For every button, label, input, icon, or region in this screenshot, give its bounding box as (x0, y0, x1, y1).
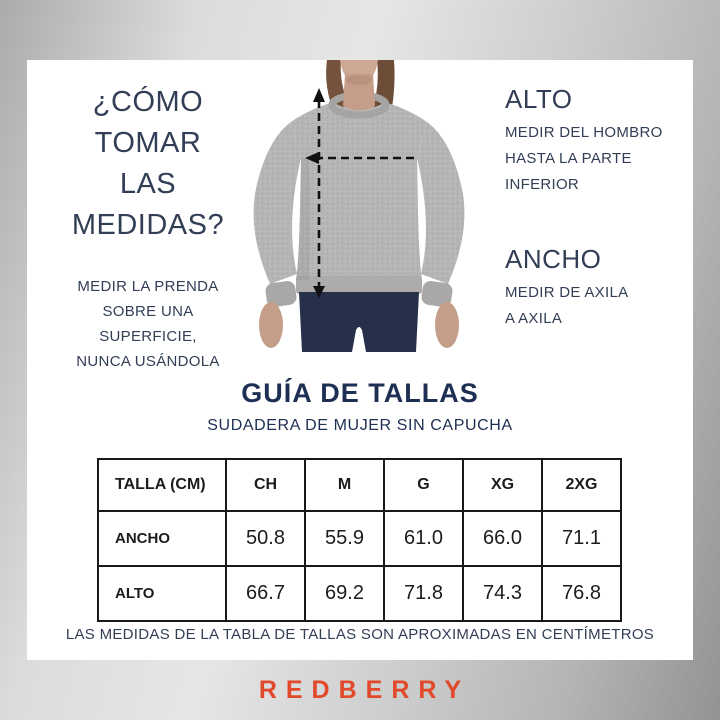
value-alto-2xg: 76.8 (542, 566, 621, 621)
alto-label: ALTO (505, 84, 573, 114)
size-chart-table (97, 458, 622, 622)
size-chart-title: GUÍA DE TALLAS (241, 378, 479, 408)
value-alto-m: 69.2 (305, 566, 384, 621)
sweatshirt-shape (254, 102, 465, 294)
table-row-alto (98, 566, 621, 621)
size-chart-header-row (98, 459, 621, 511)
row-label-ancho: ANCHO (98, 511, 226, 566)
column-header-m: M (305, 459, 384, 511)
how-to-measure-title-line1: ¿CÓMO TOMAR (92, 86, 204, 159)
table-row-ancho (98, 511, 621, 566)
left-sleeve-shape (254, 122, 301, 284)
how-to-measure-title-line2: LAS MEDIDAS? (71, 168, 225, 241)
value-alto-g: 71.8 (384, 566, 463, 621)
model-figure-illustration (239, 60, 479, 352)
value-ancho-m: 55.9 (305, 511, 384, 566)
neck-shape (340, 60, 378, 111)
size-chart-subtitle: SUDADERA DE MUJER SIN CAPUCHA (207, 417, 513, 434)
ancho-description-line: A AXILA (505, 310, 563, 327)
alto-definition (505, 82, 683, 198)
right-sleeve-shape (417, 122, 464, 284)
ancho-definition (505, 242, 628, 332)
ancho-label: ANCHO (505, 244, 602, 274)
alto-description-line: HASTA LA PARTE (505, 150, 632, 167)
size-guide-card (27, 60, 693, 660)
row-label-alto: ALTO (98, 566, 226, 621)
value-alto-xg: 74.3 (463, 566, 542, 621)
brand-logo: REDBERRY (258, 675, 471, 704)
instruction-line: SOBRE UNA (102, 303, 194, 320)
column-header-2xg: 2XG (542, 459, 621, 511)
value-ancho-xg: 66.0 (463, 511, 542, 566)
how-to-measure-instruction (42, 274, 254, 374)
column-header-xg: XG (463, 459, 542, 511)
right-hand-shape (435, 302, 459, 348)
ancho-description (505, 280, 628, 332)
measurement-definitions-block (505, 82, 683, 327)
instruction-line: MEDIR LA PRENDA (77, 278, 219, 295)
ancho-description-line: MEDIR DE AXILA (505, 284, 629, 301)
value-alto-ch: 66.7 (226, 566, 305, 621)
size-chart-note: LAS MEDIDAS DE LA TABLA DE TALLAS SON APROXIMADAS EN CENTÍMETROS (65, 626, 655, 643)
instruction-line: NUNCA USÁNDOLA (76, 353, 220, 370)
value-ancho-g: 61.0 (384, 511, 463, 566)
how-to-measure-block (42, 82, 254, 374)
alto-description (505, 120, 683, 198)
product-photo (239, 60, 479, 352)
value-ancho-ch: 50.8 (226, 511, 305, 566)
left-hand-shape (259, 302, 283, 348)
column-header-g: G (384, 459, 463, 511)
how-to-measure-title (42, 82, 254, 246)
alto-description-line: MEDIR DEL HOMBRO (505, 124, 663, 141)
jeans-shape (299, 292, 419, 352)
column-header-ch: CH (226, 459, 305, 511)
hem-band-shape (296, 276, 422, 294)
instruction-line: SUPERFICIE, (99, 328, 197, 345)
alto-description-line: INFERIOR (505, 176, 580, 193)
value-ancho-2xg: 71.1 (542, 511, 621, 566)
column-header-talla: TALLA (CM) (98, 459, 226, 511)
